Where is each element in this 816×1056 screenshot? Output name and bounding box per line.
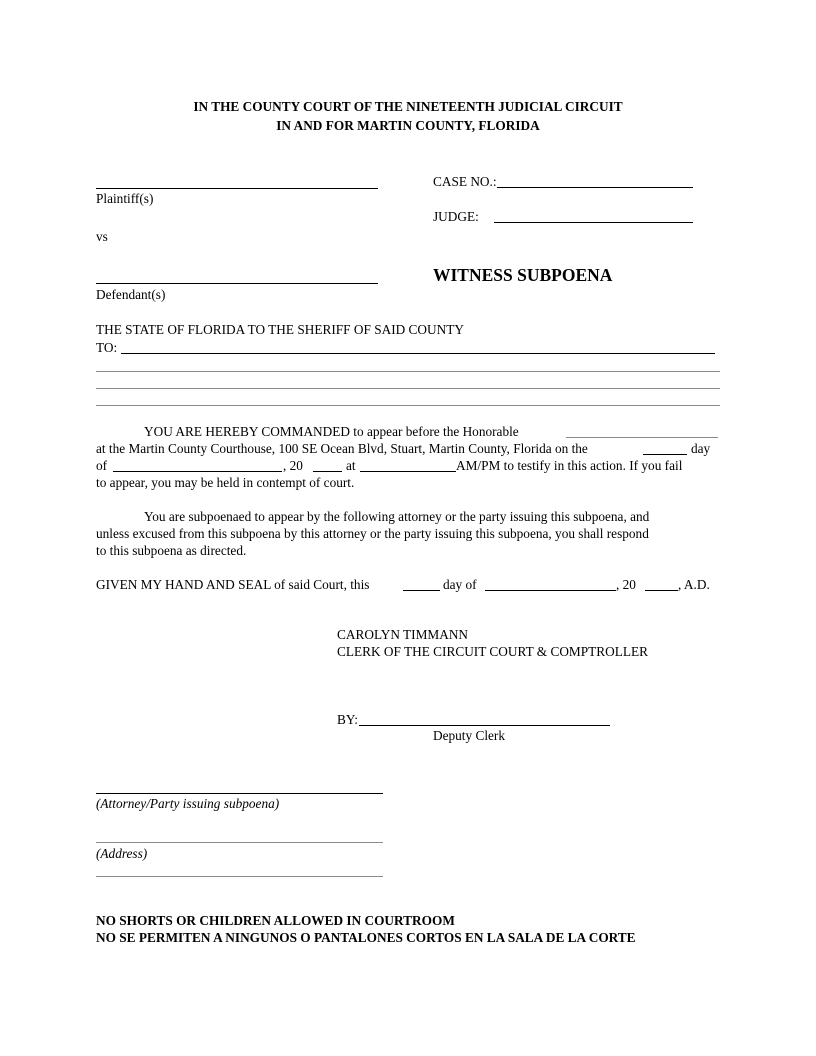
case-no-label: CASE NO.: [433, 174, 497, 189]
by-label: BY: [337, 712, 358, 727]
to-field-line-3[interactable] [96, 388, 720, 389]
defendant-label: Defendant(s) [96, 287, 166, 302]
year-field[interactable] [313, 471, 342, 472]
honorable-field[interactable] [566, 437, 718, 438]
given-text-a: GIVEN MY HAND AND SEAL of said Court, this [96, 577, 370, 592]
vs-label: vs [96, 229, 108, 244]
command-text-h: to appear, you may be held in contempt of court. [96, 475, 355, 490]
command-text-d: of [96, 458, 108, 473]
subpoena-text-a: You are subpoenaed to appear by the following attorney or the party issuing this subpoena, and [144, 509, 650, 524]
address-field[interactable] [96, 842, 383, 843]
day-field[interactable] [643, 454, 687, 455]
judge-field[interactable] [494, 222, 693, 223]
plaintiff-field[interactable] [96, 188, 378, 189]
notice-english: NO SHORTS OR CHILDREN ALLOWED IN COURTROOM [96, 913, 455, 928]
defendant-field[interactable] [96, 283, 378, 284]
plaintiff-label: Plaintiff(s) [96, 191, 154, 206]
given-text-b: day of [443, 577, 477, 592]
command-text-f: at [346, 458, 356, 473]
judge-label: JUDGE: [433, 209, 479, 224]
court-header-line2: IN AND FOR MARTIN COUNTY, FLORIDA [276, 118, 540, 133]
clerk-name: CAROLYN TIMMANN [337, 627, 469, 642]
clerk-title: CLERK OF THE CIRCUIT COURT & COMPTROLLER [337, 644, 648, 659]
sheriff-address-line: THE STATE OF FLORIDA TO THE SHERIFF OF SAID COUNTY [96, 322, 464, 337]
to-field-line-4[interactable] [96, 405, 720, 406]
deputy-clerk-label: Deputy Clerk [433, 728, 506, 743]
subpoena-text-b: unless excused from this subpoena by this attorney or the party issuing this subpoena, you shall respond [96, 526, 649, 541]
attorney-field[interactable] [96, 793, 383, 794]
given-day-field[interactable] [403, 590, 440, 591]
command-text-g: AM/PM to testify in this action. If you fail [456, 458, 683, 473]
to-field-line-2[interactable] [96, 371, 720, 372]
address-field-line-2[interactable] [96, 876, 383, 877]
deputy-signature-field[interactable] [359, 725, 610, 726]
command-text-e: , 20 [283, 458, 303, 473]
command-text-b: at the Martin County Courthouse, 100 SE Ocean Blvd, Stuart, Martin County, Florida on the [96, 441, 588, 456]
month-field[interactable] [113, 471, 282, 472]
given-year-field[interactable] [645, 590, 678, 591]
subpoena-text-c: to this subpoena as directed. [96, 543, 247, 558]
notice-spanish: NO SE PERMITEN A NINGUNOS O PANTALONES CORTOS EN LA SALA DE LA CORTE [96, 930, 636, 945]
command-text-a: YOU ARE HEREBY COMMANDED to appear before the Honorable [144, 424, 519, 439]
case-no-field[interactable] [497, 187, 693, 188]
given-month-field[interactable] [485, 590, 616, 591]
address-label: (Address) [96, 846, 148, 861]
given-text-d: , A.D. [678, 577, 710, 592]
to-field[interactable] [121, 353, 715, 354]
document-title: WITNESS SUBPOENA [433, 265, 613, 285]
attorney-label: (Attorney/Party issuing subpoena) [96, 796, 280, 811]
court-header-line1: IN THE COUNTY COURT OF THE NINETEENTH JUDICIAL CIRCUIT [193, 99, 623, 114]
to-label: TO: [96, 340, 118, 355]
time-field[interactable] [360, 471, 456, 472]
command-text-c: day [691, 441, 711, 456]
given-text-c: , 20 [616, 577, 636, 592]
